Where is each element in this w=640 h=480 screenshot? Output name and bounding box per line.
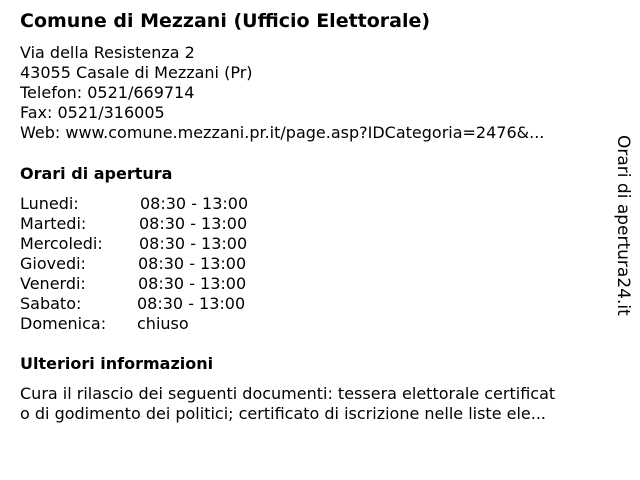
address-street: Via della Resistenza 2 <box>20 43 195 62</box>
time-value: 08:30 - 13:00 <box>140 194 249 213</box>
info-line: o di godimento dei politici; certificato di iscrizione nelle liste ele... <box>20 404 547 423</box>
fax-number: Fax: 0521/316005 <box>20 103 165 122</box>
hours-row-martedi <box>20 214 320 234</box>
time-value: 08:30 - 13:00 <box>138 254 247 273</box>
address-city: 43055 Casale di Mezzani (Pr) <box>20 63 253 82</box>
day-label: Domenica: <box>20 314 107 333</box>
info-line: Cura il rilascio dei seguenti documenti: tessera elettorale certificat <box>20 384 556 403</box>
info-heading: Ulteriori informazioni <box>20 354 214 373</box>
website-link[interactable]: Web: www.comune.mezzani.pr.it/page.asp?IDCategoria=2476&... <box>20 123 545 142</box>
time-value: 08:30 - 13:00 <box>137 294 246 313</box>
day-label: Giovedi: <box>20 254 86 273</box>
hours-row-mercoledi <box>20 234 320 254</box>
address-block <box>20 43 544 143</box>
time-value: 08:30 - 13:00 <box>138 274 247 293</box>
side-brand-text: Orari di apertura24.it <box>613 135 633 316</box>
office-title: Comune di Mezzani (Ufficio Elettorale) <box>20 10 431 32</box>
time-value: 08:30 - 13:00 <box>139 214 248 233</box>
side-brand-watermark <box>613 135 633 316</box>
day-label: Sabato: <box>20 294 82 313</box>
day-label: Venerdi: <box>20 274 86 293</box>
opening-hours-table <box>20 194 320 334</box>
day-label: Mercoledi: <box>20 234 103 253</box>
time-value: 08:30 - 13:00 <box>139 234 248 253</box>
hours-row-lunedi <box>20 194 320 214</box>
hours-row-giovedi <box>20 254 320 274</box>
hours-heading: Orari di apertura <box>20 164 173 183</box>
hours-row-domenica <box>20 314 320 334</box>
hours-row-venerdi <box>20 274 320 294</box>
info-description <box>20 384 555 424</box>
time-value: chiuso <box>137 314 189 333</box>
phone-number: Telefon: 0521/669714 <box>20 83 195 102</box>
day-label: Martedi: <box>20 214 87 233</box>
day-label: Lunedi: <box>20 194 79 213</box>
hours-row-sabato <box>20 294 320 314</box>
